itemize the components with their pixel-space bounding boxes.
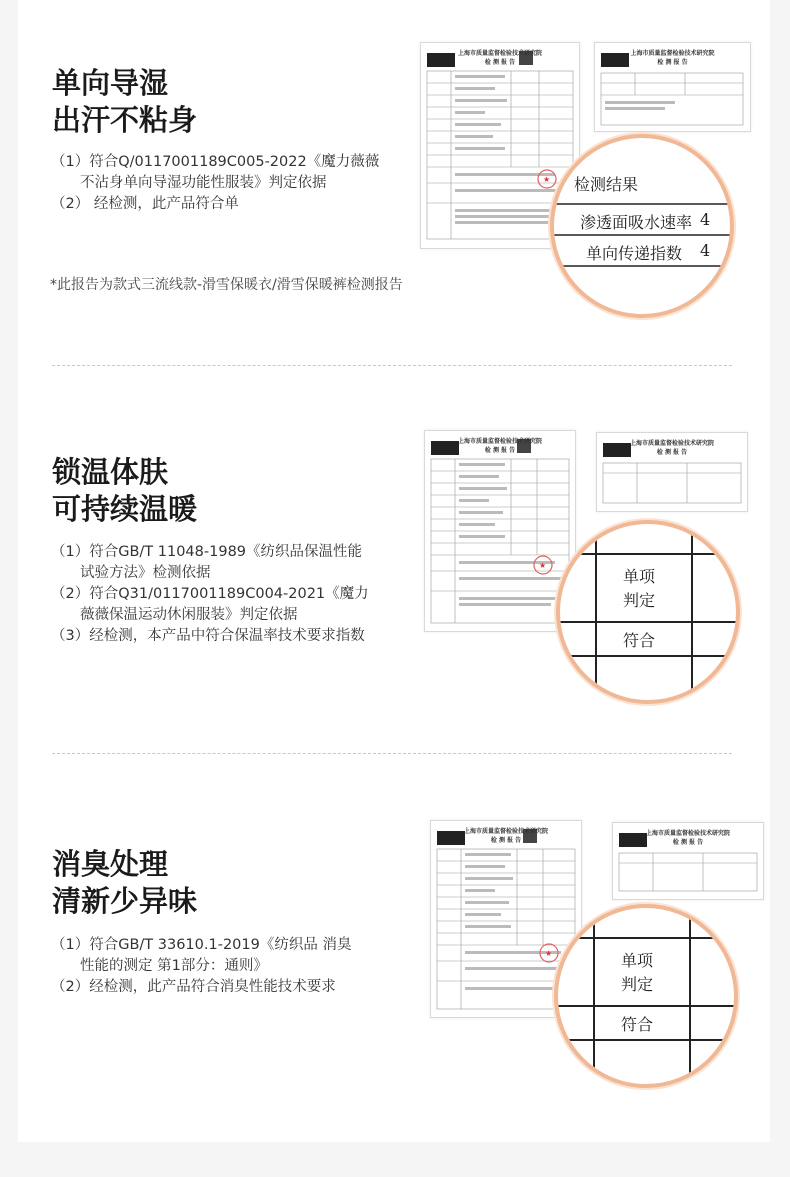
magnified-value: 符合: [621, 1015, 654, 1034]
magnified-label: 单项: [621, 951, 654, 970]
list-item: 性能的测定 第1部分：通则》: [80, 958, 268, 974]
report-institute: 上海市质量监督检验技术研究院: [645, 830, 730, 837]
magnifier-grid: [558, 908, 734, 1084]
section-title: [52, 454, 197, 528]
item-list: [51, 152, 379, 215]
svg-text:★: ★: [539, 561, 547, 570]
list-item: （1）符合GB/T 33610.1-2019《纺织品 消臭: [51, 937, 352, 953]
svg-text:★: ★: [545, 949, 553, 958]
item-list: [51, 542, 369, 647]
list-item: （2）符合Q31/0117001189C004-2021《魔力: [51, 586, 369, 602]
svg-text:★: ★: [543, 175, 551, 184]
section-deodorizing: [18, 770, 770, 1140]
section-title: [52, 65, 197, 139]
list-item: 试验方法》检测依据: [80, 565, 211, 581]
footnote: *此报告为款式三流线款-滑雪保暖衣/滑雪保暖裤检测报告: [50, 277, 403, 293]
magnifier-grid: [560, 524, 736, 700]
page: [18, 0, 770, 1142]
report-title: 检 测 报 告: [672, 839, 704, 846]
title-line: 清新少异味: [52, 884, 198, 918]
section-divider: [52, 365, 732, 366]
magnified-value: 4: [700, 241, 711, 260]
magnifier-detail: [556, 520, 740, 704]
title-line: 消臭处理: [52, 847, 169, 881]
report-page-back: [594, 42, 751, 132]
report-title: 检 测 报 告: [656, 449, 688, 456]
report-institute: 上海市质量监督检验技术研究院: [457, 438, 542, 445]
list-item: 不沾身单向导湿功能性服装》判定依据: [80, 175, 327, 191]
section-divider: [52, 753, 732, 754]
section-moisture-wicking: [18, 0, 770, 360]
report-institute: 上海市质量监督检验技术研究院: [630, 50, 715, 57]
title-line: 可持续温暖: [52, 492, 198, 526]
magnifier-detail: [554, 904, 738, 1088]
report-page-back: [612, 822, 764, 900]
report-images: [422, 430, 762, 690]
report-table-graphic: [425, 431, 575, 631]
magnified-value: 4: [700, 210, 711, 229]
magnifier-detail: [550, 134, 734, 318]
title-line: 单向导湿: [52, 66, 169, 100]
report-images: [418, 42, 758, 302]
list-item: （1）符合Q/0117001189C005-2022《魔力薇薇: [51, 154, 380, 170]
report-title: 检 测 报 告: [657, 59, 688, 66]
list-item: （1）符合GB/T 11048-1989《纺织品保温性能: [51, 544, 363, 560]
list-item: 薇薇保温运动休闲服装》判定依据: [80, 607, 298, 623]
report-institute: 上海市质量监督检验技术研究院: [457, 50, 542, 57]
magnified-label: 判定: [621, 975, 654, 994]
report-title: 检 测 报 告: [484, 59, 516, 66]
report-page-back: [596, 432, 748, 512]
report-page-front: [424, 430, 576, 632]
report-title: 检 测 报 告: [484, 447, 516, 454]
report-images: [428, 820, 768, 1080]
magnified-label: 单项: [623, 567, 656, 586]
title-line: 出汗不粘身: [52, 103, 198, 137]
report-institute: 上海市质量监督检验技术研究院: [463, 828, 548, 835]
title-line: 锁温体肤: [52, 455, 169, 489]
magnified-value: 符合: [623, 631, 656, 650]
magnified-label: 渗透面吸水速率: [580, 213, 693, 232]
magnified-label: 单向传递指数: [586, 244, 683, 263]
list-item: （3）经检测，本产品中符合保温率技术要求指数: [51, 628, 365, 644]
magnified-label: 检测结果: [574, 175, 639, 194]
section-warmth: [18, 380, 770, 750]
section-title: [52, 846, 197, 920]
list-item: （2） 经检测，此产品符合单: [51, 196, 239, 212]
magnified-label: 判定: [623, 591, 656, 610]
report-title: 检 测 报 告: [490, 837, 522, 844]
item-list: [51, 935, 351, 998]
list-item: （2）经检测，此产品符合消臭性能技术要求: [51, 979, 336, 995]
report-institute: 上海市质量监督检验技术研究院: [629, 440, 714, 447]
